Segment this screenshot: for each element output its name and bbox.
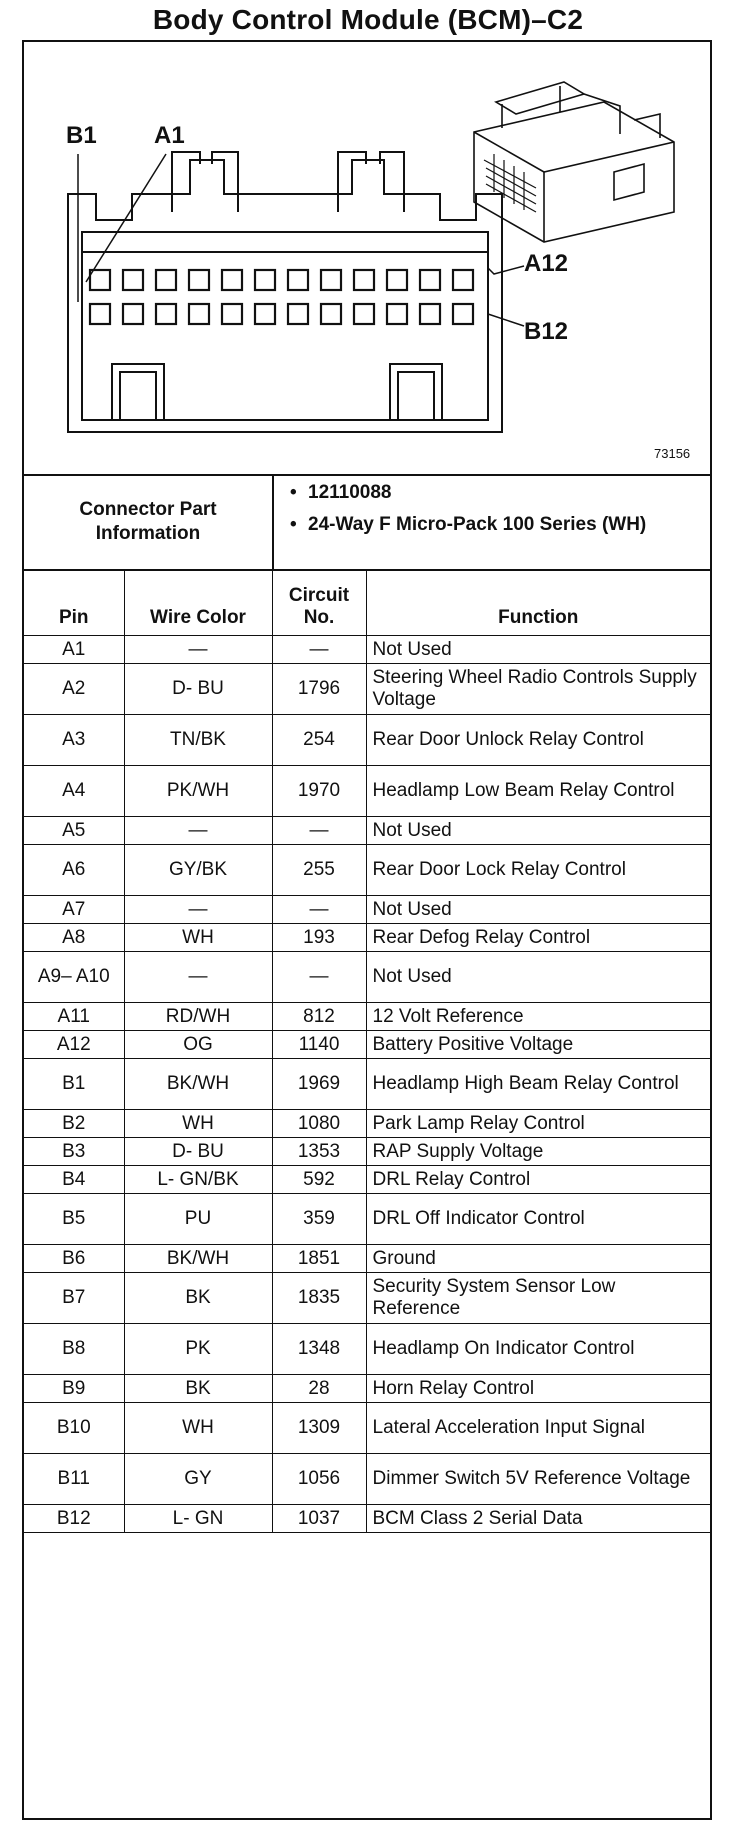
connector-info-label: Connector Part Information <box>79 498 217 544</box>
pin-cavity <box>453 304 473 324</box>
wire-color-cell: D- BU <box>124 664 272 715</box>
pin-cell: B11 <box>24 1454 124 1505</box>
pin-cavity <box>189 304 209 324</box>
pinout-table <box>24 569 710 1533</box>
part-number: • 12110088 <box>308 482 688 504</box>
function-cell: Battery Positive Voltage <box>366 1031 710 1059</box>
page-title: Body Control Module (BCM)–C2 <box>152 4 584 35</box>
circuit-cell: 1796 <box>272 664 366 715</box>
connector-face-icon <box>24 42 710 474</box>
circuit-cell: 1056 <box>272 1454 366 1505</box>
circuit-cell: 1851 <box>272 1245 366 1273</box>
pin-cavity <box>90 304 110 324</box>
pin-cell: A11 <box>24 1003 124 1031</box>
function-cell: Security System Sensor Low Reference <box>366 1273 710 1324</box>
pin-cell: A6 <box>24 845 124 896</box>
pin-cell: B6 <box>24 1245 124 1273</box>
circuit-cell: 254 <box>272 715 366 766</box>
pin-cell: B5 <box>24 1194 124 1245</box>
table-row <box>24 1166 710 1194</box>
function-cell: Dimmer Switch 5V Reference Voltage <box>366 1454 710 1505</box>
function-cell: Not Used <box>366 636 710 664</box>
wire-color-cell: WH <box>124 1110 272 1138</box>
circuit-cell: — <box>272 636 366 664</box>
connector-diagram <box>24 42 710 476</box>
circuit-cell: 193 <box>272 924 366 952</box>
wire-color-cell: WH <box>124 924 272 952</box>
function-cell: Headlamp Low Beam Relay Control <box>366 766 710 817</box>
table-row <box>24 715 710 766</box>
table-row <box>24 1403 710 1454</box>
wire-color-cell: — <box>124 896 272 924</box>
wire-color-cell: GY/BK <box>124 845 272 896</box>
wire-color-cell: — <box>124 817 272 845</box>
circuit-cell: 359 <box>272 1194 366 1245</box>
wire-color-cell: GY <box>124 1454 272 1505</box>
wire-color-cell: L- GN <box>124 1505 272 1533</box>
function-cell: Not Used <box>366 896 710 924</box>
pin-cavity <box>354 270 374 290</box>
table-row <box>24 766 710 817</box>
table-row <box>24 1031 710 1059</box>
pin-cell: B12 <box>24 1505 124 1533</box>
pin-cell: A12 <box>24 1031 124 1059</box>
table-row <box>24 1505 710 1533</box>
header-circuit: Circuit No. <box>272 569 366 636</box>
wire-color-cell: PK <box>124 1324 272 1375</box>
table-row <box>24 817 710 845</box>
pin-cavity <box>288 270 308 290</box>
circuit-cell: 255 <box>272 845 366 896</box>
table-row <box>24 1003 710 1031</box>
pin-label-a1: A1 <box>154 122 185 149</box>
table-row <box>24 1324 710 1375</box>
pin-cell: B8 <box>24 1324 124 1375</box>
function-cell: Headlamp On Indicator Control <box>366 1324 710 1375</box>
wire-color-cell: BK <box>124 1375 272 1403</box>
pin-label-b1: B1 <box>66 122 97 149</box>
wire-color-cell: BK/WH <box>124 1059 272 1110</box>
pin-cell: A3 <box>24 715 124 766</box>
pin-cavity <box>189 270 209 290</box>
circuit-cell: 1037 <box>272 1505 366 1533</box>
pin-cell: B7 <box>24 1273 124 1324</box>
pin-cell: B1 <box>24 1059 124 1110</box>
wire-color-cell: L- GN/BK <box>124 1166 272 1194</box>
pin-cell: B9 <box>24 1375 124 1403</box>
function-cell: Horn Relay Control <box>366 1375 710 1403</box>
table-row <box>24 952 710 1003</box>
table-row <box>24 1194 710 1245</box>
circuit-cell: 1835 <box>272 1273 366 1324</box>
function-cell: Not Used <box>366 952 710 1003</box>
circuit-cell: 1969 <box>272 1059 366 1110</box>
function-cell: Park Lamp Relay Control <box>366 1110 710 1138</box>
pin-cell: B10 <box>24 1403 124 1454</box>
table-row <box>24 636 710 664</box>
function-cell: 12 Volt Reference <box>366 1003 710 1031</box>
table-row <box>24 664 710 715</box>
circuit-cell: 1080 <box>272 1110 366 1138</box>
pin-cavity <box>387 304 407 324</box>
wire-color-cell: BK <box>124 1273 272 1324</box>
pin-cell: B2 <box>24 1110 124 1138</box>
function-cell: RAP Supply Voltage <box>366 1138 710 1166</box>
pin-cavity <box>156 304 176 324</box>
pin-cavity <box>420 304 440 324</box>
circuit-cell: 1353 <box>272 1138 366 1166</box>
function-cell: Headlamp High Beam Relay Control <box>366 1059 710 1110</box>
table-row <box>24 1375 710 1403</box>
table-row <box>24 924 710 952</box>
wire-color-cell: PU <box>124 1194 272 1245</box>
pin-cavity <box>222 270 242 290</box>
circuit-cell: 1348 <box>272 1324 366 1375</box>
pin-cavity <box>321 304 341 324</box>
table-row <box>24 1138 710 1166</box>
pin-cell: A5 <box>24 817 124 845</box>
pin-cell: B3 <box>24 1138 124 1166</box>
header-wire-color: Wire Color <box>124 569 272 636</box>
pin-cell: A9– A10 <box>24 952 124 1003</box>
function-cell: Not Used <box>366 817 710 845</box>
pin-cavity <box>156 270 176 290</box>
connector-3d-icon <box>474 82 674 242</box>
function-cell: Rear Defog Relay Control <box>366 924 710 952</box>
circuit-cell: 1309 <box>272 1403 366 1454</box>
wire-color-cell: D- BU <box>124 1138 272 1166</box>
pin-cavity <box>288 304 308 324</box>
table-row <box>24 896 710 924</box>
pin-label-b12: B12 <box>524 318 569 345</box>
wire-color-cell: OG <box>124 1031 272 1059</box>
wire-color-cell: TN/BK <box>124 715 272 766</box>
pin-cavity <box>387 270 407 290</box>
table-row <box>24 1110 710 1138</box>
circuit-cell: 28 <box>272 1375 366 1403</box>
pin-label-a12: A12 <box>524 250 569 277</box>
circuit-cell: 592 <box>272 1166 366 1194</box>
function-cell: BCM Class 2 Serial Data <box>366 1505 710 1533</box>
pin-cavity <box>354 304 374 324</box>
pin-cavity <box>255 304 275 324</box>
pin-cell: A2 <box>24 664 124 715</box>
pin-cavity <box>123 270 143 290</box>
circuit-cell: — <box>272 896 366 924</box>
wire-color-cell: BK/WH <box>124 1245 272 1273</box>
table-row <box>24 1454 710 1505</box>
table-row <box>24 1059 710 1110</box>
figure-id: 73156 <box>654 446 691 461</box>
function-cell: DRL Off Indicator Control <box>366 1194 710 1245</box>
wire-color-cell: PK/WH <box>124 766 272 817</box>
connector-type: • 24-Way F Micro-Pack 100 Series (WH) <box>308 514 688 536</box>
header-pin: Pin <box>24 569 124 636</box>
circuit-cell: 1970 <box>272 766 366 817</box>
wire-color-cell: — <box>124 952 272 1003</box>
function-cell: Lateral Acceleration Input Signal <box>366 1403 710 1454</box>
pin-cell: B4 <box>24 1166 124 1194</box>
wire-color-cell: — <box>124 636 272 664</box>
function-cell: Rear Door Unlock Relay Control <box>366 715 710 766</box>
function-cell: DRL Relay Control <box>366 1166 710 1194</box>
pin-cavity <box>453 270 473 290</box>
circuit-cell: 1140 <box>272 1031 366 1059</box>
pin-cell: A1 <box>24 636 124 664</box>
circuit-cell: — <box>272 952 366 1003</box>
table-row <box>24 1245 710 1273</box>
wire-color-cell: RD/WH <box>124 1003 272 1031</box>
pin-cell: A8 <box>24 924 124 952</box>
pin-cavity <box>321 270 341 290</box>
pin-cavity <box>222 304 242 324</box>
pin-cell: A4 <box>24 766 124 817</box>
function-cell: Rear Door Lock Relay Control <box>366 845 710 896</box>
connector-part-info <box>24 474 710 571</box>
function-cell: Ground <box>366 1245 710 1273</box>
pin-cavity <box>255 270 275 290</box>
table-row <box>24 845 710 896</box>
pin-cell: A7 <box>24 896 124 924</box>
pin-cavity <box>90 270 110 290</box>
table-row <box>24 1273 710 1324</box>
circuit-cell: — <box>272 817 366 845</box>
circuit-cell: 812 <box>272 1003 366 1031</box>
pin-cavity <box>123 304 143 324</box>
pin-cavity <box>420 270 440 290</box>
wire-color-cell: WH <box>124 1403 272 1454</box>
connector-sheet <box>22 40 712 1820</box>
function-cell: Steering Wheel Radio Controls Supply Voltage <box>366 664 710 715</box>
header-function: Function <box>366 569 710 636</box>
